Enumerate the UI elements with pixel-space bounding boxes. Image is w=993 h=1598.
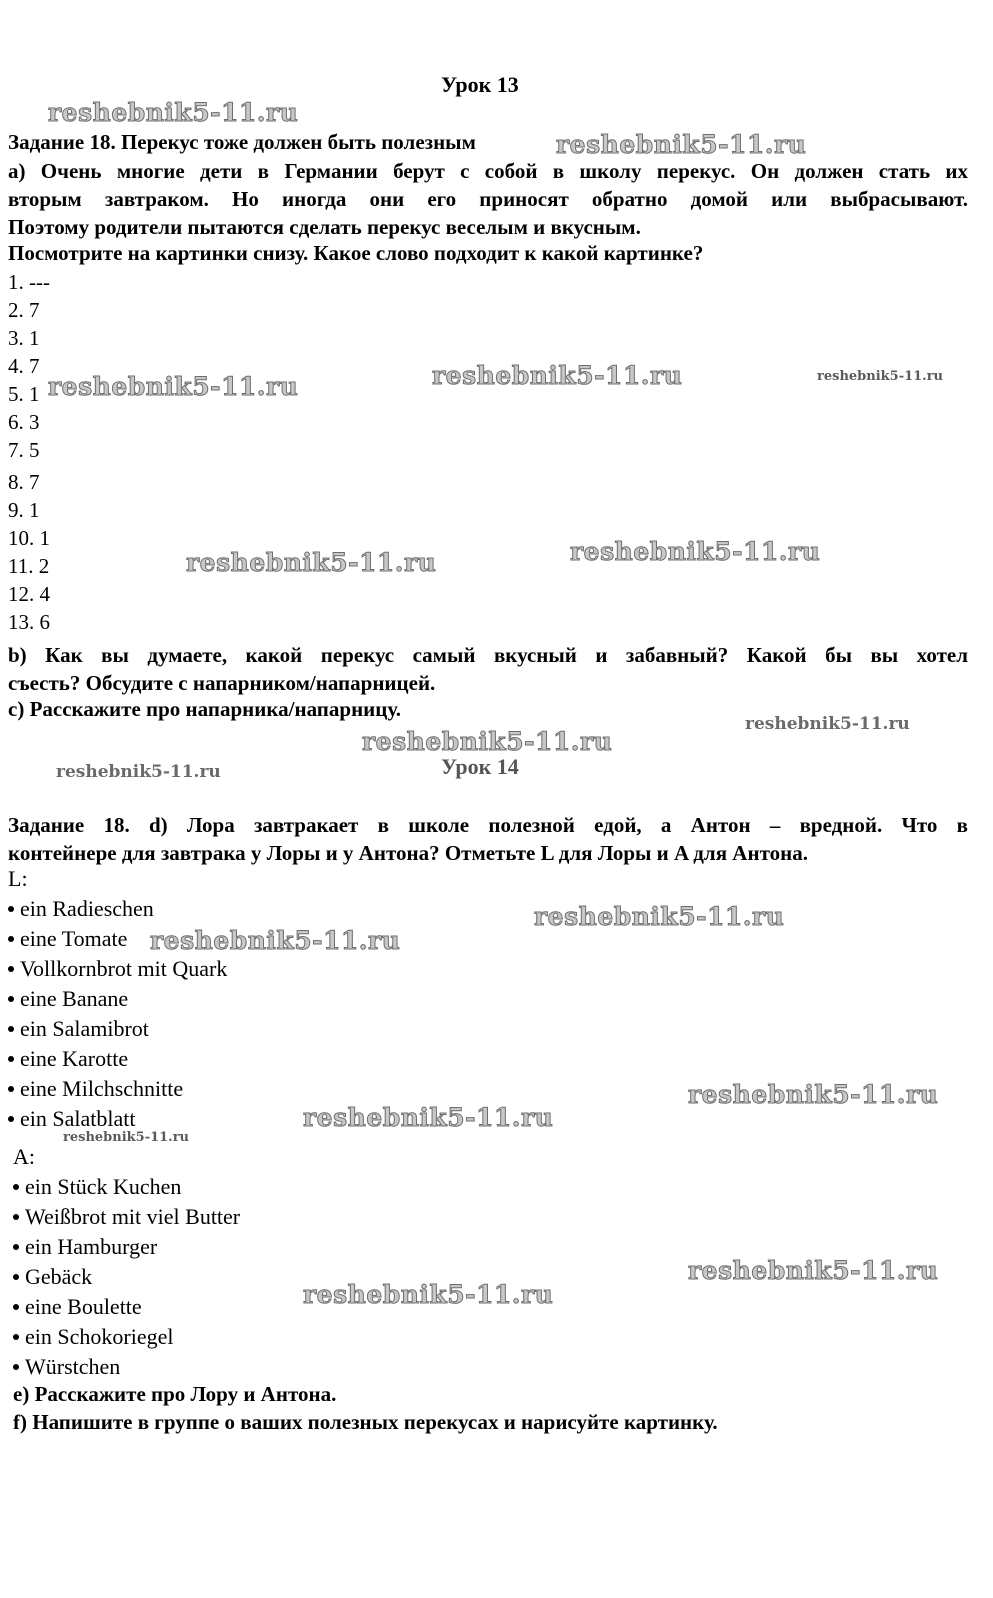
answer-item: 7. 5 (8, 438, 40, 462)
task-d-line-2: контейнере для завтрака у Лоры и у Антона? Отметьте L для Лоры и A для Антона. (8, 841, 808, 865)
watermark-text: reshebnik5-11.ru (56, 762, 221, 782)
answer-item: 10. 1 (8, 526, 50, 550)
watermark-text: reshebnik5-11.ru (186, 548, 437, 577)
watermark-text: reshebnik5-11.ru (688, 1256, 939, 1285)
list-item: eine Tomate (8, 926, 127, 952)
list-item: eine Boulette (13, 1294, 142, 1320)
watermark-text: reshebnik5-11.ru (362, 727, 613, 756)
bullet-icon (13, 1244, 19, 1250)
answer-item: 3. 1 (8, 326, 40, 350)
list-item: Gebäck (13, 1264, 92, 1290)
answer-item: 13. 6 (8, 610, 50, 634)
list-item: Weißbrot mit viel Butter (13, 1204, 240, 1230)
bullet-icon (8, 1056, 14, 1062)
list-item: ein Salatblatt (8, 1106, 135, 1132)
watermark-text: reshebnik5-11.ru (432, 361, 683, 390)
l-label: L: (8, 866, 28, 891)
watermark-text: reshebnik5-11.ru (150, 926, 401, 955)
question-line: Посмотрите на картинки снизу. Какое слово подходит к какой картинке? (8, 241, 704, 265)
list-item: eine Banane (8, 986, 128, 1012)
lesson-13-title: Урок 13 (441, 72, 519, 97)
bullet-icon (8, 1086, 14, 1092)
list-item: eine Milchschnitte (8, 1076, 183, 1102)
bullet-icon (13, 1184, 19, 1190)
a-label: A: (13, 1144, 35, 1169)
bullet-icon (8, 936, 14, 942)
watermark-text: reshebnik5-11.ru (817, 369, 944, 384)
bullet-icon (13, 1364, 19, 1370)
watermark-text: reshebnik5-11.ru (303, 1280, 554, 1309)
list-item: Würstchen (13, 1354, 120, 1380)
para-a-line-2: вторым завтраком. Но иногда они его приносят обратно домой или выбрасывают. (8, 187, 968, 211)
task-d-line-1: Задание 18. d) Лора завтракает в школе полезной едой, а Антон – вредной. Что в (8, 813, 968, 837)
bullet-icon (8, 1116, 14, 1122)
para-c: с) Расскажите про напарника/напарницу. (8, 697, 402, 721)
answer-item: 12. 4 (8, 582, 50, 606)
list-item: ein Radieschen (8, 896, 154, 922)
answer-item: 8. 7 (8, 470, 40, 494)
list-item: ein Schokoriegel (13, 1324, 173, 1350)
answer-item: 11. 2 (8, 554, 50, 578)
list-item: ein Hamburger (13, 1234, 157, 1260)
list-item: ein Salamibrot (8, 1016, 149, 1042)
bullet-icon (13, 1304, 19, 1310)
para-a-line-3: Поэтому родители пытаются сделать перекус веселым и вкусным. (8, 215, 641, 239)
answer-item: 1. --- (8, 270, 50, 294)
bullet-icon (13, 1274, 19, 1280)
bullet-icon (8, 1026, 14, 1032)
bullet-icon (13, 1214, 19, 1220)
task-e: e) Расскажите про Лору и Антона. (13, 1382, 337, 1406)
para-a-line-1: а) Очень многие дети в Германии берут с собой в школу перекус. Он должен стать их (8, 159, 968, 183)
bullet-icon (8, 966, 14, 972)
watermark-text: reshebnik5-11.ru (48, 372, 299, 401)
watermark-text: reshebnik5-11.ru (745, 714, 910, 734)
bullet-icon (8, 996, 14, 1002)
list-item: eine Karotte (8, 1046, 128, 1072)
answer-item: 5. 1 (8, 382, 40, 406)
watermark-text: reshebnik5-11.ru (48, 98, 299, 127)
para-b-line-1: b) Как вы думаете, какой перекус самый вкусный и забавный? Какой бы вы хотел (8, 643, 968, 667)
watermark-text: reshebnik5-11.ru (303, 1103, 554, 1132)
task-f: f) Напишите в группе о ваших полезных перекусах и нарисуйте картинку. (13, 1410, 718, 1434)
lesson-14-title: Урок 14 (441, 754, 519, 779)
answer-item: 4. 7 (8, 354, 40, 378)
answer-item: 2. 7 (8, 298, 40, 322)
task-18-heading: Задание 18. Перекус тоже должен быть полезным (8, 130, 476, 154)
watermark-text: reshebnik5-11.ru (556, 130, 807, 159)
watermark-text: reshebnik5-11.ru (63, 1130, 190, 1145)
bullet-icon (13, 1334, 19, 1340)
bullet-icon (8, 906, 14, 912)
list-item: Vollkornbrot mit Quark (8, 956, 227, 982)
watermark-text: reshebnik5-11.ru (688, 1080, 939, 1109)
watermark-text: reshebnik5-11.ru (534, 902, 785, 931)
watermark-text: reshebnik5-11.ru (570, 537, 821, 566)
para-b-line-2: съесть? Обсудите с напарником/напарницей. (8, 671, 436, 695)
list-item: ein Stück Kuchen (13, 1174, 181, 1200)
answer-item: 6. 3 (8, 410, 40, 434)
answer-item: 9. 1 (8, 498, 40, 522)
